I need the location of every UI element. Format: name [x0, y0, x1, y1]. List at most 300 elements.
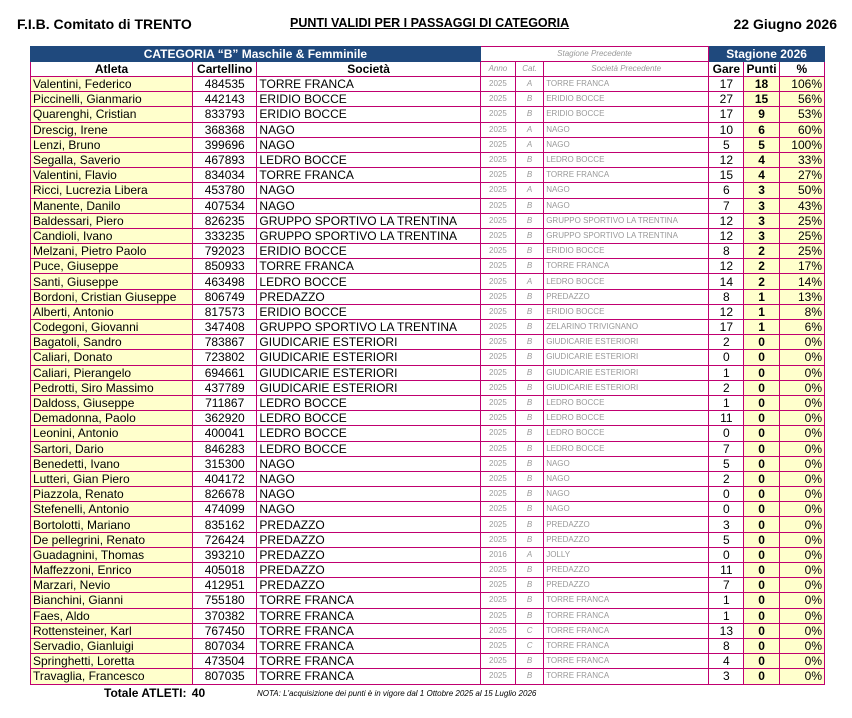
cell-cartellino: 453780	[193, 183, 257, 198]
cell-cartellino: 792023	[193, 244, 257, 259]
col-cartellino: Cartellino	[193, 62, 257, 77]
cell-gare: 15	[709, 168, 744, 183]
cell-societa-precedente: GIUDICARIE ESTERIORI	[544, 365, 709, 380]
cell-atleta: Servadio, Gianluigi	[31, 638, 193, 653]
cell-gare: 12	[709, 213, 744, 228]
cell-societa: LEDRO BOCCE	[257, 426, 480, 441]
cell-cartellino: 817573	[193, 304, 257, 319]
cell-punti: 9	[744, 107, 779, 122]
cell-gare: 8	[709, 244, 744, 259]
cell-societa: NAGO	[257, 137, 480, 152]
cell-cat: B	[516, 244, 544, 259]
cell-cartellino: 723802	[193, 350, 257, 365]
cell-cat: B	[516, 456, 544, 471]
cell-gare: 1	[709, 395, 744, 410]
col-atleta: Atleta	[31, 62, 193, 77]
cell-atleta: Sartori, Dario	[31, 441, 193, 456]
cell-atleta: Lutteri, Gian Piero	[31, 471, 193, 486]
table-row	[31, 380, 825, 395]
cell-atleta: Caliari, Donato	[31, 350, 193, 365]
cell-societa: NAGO	[257, 183, 480, 198]
cell-anno: 2025	[480, 350, 515, 365]
table-row	[31, 213, 825, 228]
cell-punti: 0	[744, 380, 779, 395]
table-row	[31, 654, 825, 669]
col-societa: Società	[257, 62, 480, 77]
cell-anno: 2025	[480, 168, 515, 183]
cell-gare: 12	[709, 304, 744, 319]
cell-societa: LEDRO BOCCE	[257, 274, 480, 289]
cell-punti: 0	[744, 487, 779, 502]
cell-percent: 53%	[779, 107, 824, 122]
cell-percent: 25%	[779, 228, 824, 243]
cell-cat: B	[516, 563, 544, 578]
cell-societa: NAGO	[257, 487, 480, 502]
cell-cat: C	[516, 638, 544, 653]
cell-cartellino: 726424	[193, 532, 257, 547]
cell-cat: B	[516, 213, 544, 228]
table-row	[31, 289, 825, 304]
col-punti: Punti	[744, 62, 779, 77]
cell-atleta: Codegoni, Giovanni	[31, 320, 193, 335]
cell-cat: B	[516, 228, 544, 243]
cell-societa: GIUDICARIE ESTERIORI	[257, 350, 480, 365]
cell-atleta: Guadagnini, Thomas	[31, 547, 193, 562]
cell-punti: 0	[744, 532, 779, 547]
cell-percent: 17%	[779, 259, 824, 274]
cell-societa-precedente: ERIDIO BOCCE	[544, 304, 709, 319]
cell-societa: PREDAZZO	[257, 547, 480, 562]
cell-societa-precedente: GRUPPO SPORTIVO LA TRENTINA	[544, 213, 709, 228]
cell-societa-precedente: LEDRO BOCCE	[544, 411, 709, 426]
table-row	[31, 532, 825, 547]
table-row	[31, 547, 825, 562]
cell-atleta: Quarenghi, Cristian	[31, 107, 193, 122]
cell-cartellino: 806749	[193, 289, 257, 304]
cell-societa-precedente: PREDAZZO	[544, 517, 709, 532]
cell-atleta: Segalla, Saverio	[31, 152, 193, 167]
table-row	[31, 198, 825, 213]
cell-punti: 0	[744, 350, 779, 365]
cell-societa: TORRE FRANCA	[257, 654, 480, 669]
cell-atleta: Bortolotti, Mariano	[31, 517, 193, 532]
cell-cartellino: 437789	[193, 380, 257, 395]
cell-percent: 0%	[779, 654, 824, 669]
cell-anno: 2025	[480, 228, 515, 243]
cell-cat: B	[516, 380, 544, 395]
cell-anno: 2025	[480, 213, 515, 228]
cell-societa-precedente: NAGO	[544, 471, 709, 486]
table-row	[31, 563, 825, 578]
cell-cartellino: 783867	[193, 335, 257, 350]
cell-cat: B	[516, 92, 544, 107]
cell-punti: 0	[744, 669, 779, 684]
cell-percent: 0%	[779, 395, 824, 410]
cell-punti: 0	[744, 411, 779, 426]
cell-anno: 2025	[480, 623, 515, 638]
cell-anno: 2025	[480, 532, 515, 547]
cell-societa-precedente: TORRE FRANCA	[544, 654, 709, 669]
cell-gare: 13	[709, 623, 744, 638]
table-row	[31, 92, 825, 107]
cell-percent: 0%	[779, 441, 824, 456]
cell-anno: 2025	[480, 456, 515, 471]
cell-cartellino: 442143	[193, 92, 257, 107]
cell-percent: 0%	[779, 517, 824, 532]
cell-cat: B	[516, 259, 544, 274]
cell-cat: B	[516, 502, 544, 517]
cell-gare: 8	[709, 289, 744, 304]
cell-punti: 3	[744, 228, 779, 243]
cell-cat: B	[516, 654, 544, 669]
cell-gare: 1	[709, 593, 744, 608]
cell-cartellino: 850933	[193, 259, 257, 274]
cell-societa: NAGO	[257, 456, 480, 471]
cell-cartellino: 333235	[193, 228, 257, 243]
cell-atleta: Puce, Giuseppe	[31, 259, 193, 274]
table-row	[31, 168, 825, 183]
cell-gare: 10	[709, 122, 744, 137]
cell-atleta: Alberti, Antonio	[31, 304, 193, 319]
cell-cat: B	[516, 669, 544, 684]
committee-title: F.I.B. Comitato di TRENTO	[17, 16, 192, 32]
cell-societa-precedente: NAGO	[544, 487, 709, 502]
cell-anno: 2025	[480, 395, 515, 410]
cell-percent: 60%	[779, 122, 824, 137]
cell-percent: 0%	[779, 335, 824, 350]
col-anno: Anno	[480, 62, 515, 77]
cell-cat: B	[516, 152, 544, 167]
cell-punti: 0	[744, 638, 779, 653]
cell-atleta: Melzani, Pietro Paolo	[31, 244, 193, 259]
cell-societa: PREDAZZO	[257, 517, 480, 532]
cell-percent: 14%	[779, 274, 824, 289]
cell-atleta: Maffezzoni, Enrico	[31, 563, 193, 578]
cell-atleta: Caliari, Pierangelo	[31, 365, 193, 380]
cell-percent: 6%	[779, 320, 824, 335]
cell-cat: B	[516, 198, 544, 213]
cell-percent: 0%	[779, 426, 824, 441]
cell-anno: 2025	[480, 380, 515, 395]
col-gare: Gare	[709, 62, 744, 77]
cell-percent: 13%	[779, 289, 824, 304]
cell-cat: B	[516, 107, 544, 122]
table-row	[31, 335, 825, 350]
table-row	[31, 456, 825, 471]
cell-anno: 2025	[480, 502, 515, 517]
table-row	[31, 411, 825, 426]
cell-societa: NAGO	[257, 471, 480, 486]
cell-societa: GRUPPO SPORTIVO LA TRENTINA	[257, 213, 480, 228]
cell-societa-precedente: LEDRO BOCCE	[544, 395, 709, 410]
cell-gare: 1	[709, 365, 744, 380]
cell-anno: 2025	[480, 654, 515, 669]
cell-anno: 2025	[480, 274, 515, 289]
cell-anno: 2025	[480, 365, 515, 380]
cell-societa-precedente: LEDRO BOCCE	[544, 426, 709, 441]
cell-gare: 2	[709, 335, 744, 350]
cell-punti: 0	[744, 456, 779, 471]
cell-punti: 0	[744, 563, 779, 578]
ranking-table	[30, 46, 825, 685]
cell-cat: B	[516, 608, 544, 623]
cell-gare: 0	[709, 426, 744, 441]
cell-cat: B	[516, 335, 544, 350]
cell-atleta: Daldoss, Giuseppe	[31, 395, 193, 410]
cell-societa-precedente: TORRE FRANCA	[544, 608, 709, 623]
document-title: PUNTI VALIDI PER I PASSAGGI DI CATEGORIA	[290, 16, 570, 30]
cell-gare: 4	[709, 654, 744, 669]
cell-societa-precedente: ERIDIO BOCCE	[544, 107, 709, 122]
cell-societa-precedente: GRUPPO SPORTIVO LA TRENTINA	[544, 228, 709, 243]
cell-societa-precedente: GIUDICARIE ESTERIORI	[544, 350, 709, 365]
cell-cat: B	[516, 304, 544, 319]
cell-anno: 2025	[480, 669, 515, 684]
cell-societa-precedente: TORRE FRANCA	[544, 669, 709, 684]
cell-percent: 0%	[779, 623, 824, 638]
cell-percent: 0%	[779, 471, 824, 486]
cell-atleta: Valentini, Flavio	[31, 168, 193, 183]
cell-cartellino: 370382	[193, 608, 257, 623]
cell-cat: B	[516, 365, 544, 380]
cell-punti: 3	[744, 213, 779, 228]
cell-cartellino: 362920	[193, 411, 257, 426]
cell-percent: 0%	[779, 365, 824, 380]
cell-percent: 0%	[779, 547, 824, 562]
cell-anno: 2025	[480, 335, 515, 350]
cell-atleta: Valentini, Federico	[31, 77, 193, 92]
cell-cat: B	[516, 517, 544, 532]
cell-societa: ERIDIO BOCCE	[257, 304, 480, 319]
cell-societa: PREDAZZO	[257, 578, 480, 593]
cell-atleta: Candioli, Ivano	[31, 228, 193, 243]
cell-societa: LEDRO BOCCE	[257, 152, 480, 167]
cell-punti: 4	[744, 152, 779, 167]
cell-societa-precedente: TORRE FRANCA	[544, 168, 709, 183]
cell-gare: 2	[709, 471, 744, 486]
cell-punti: 1	[744, 304, 779, 319]
col-percent: %	[779, 62, 824, 77]
cell-societa: LEDRO BOCCE	[257, 395, 480, 410]
cell-cat: B	[516, 441, 544, 456]
cell-cartellino: 755180	[193, 593, 257, 608]
cell-gare: 0	[709, 350, 744, 365]
cell-punti: 0	[744, 335, 779, 350]
cell-percent: 27%	[779, 168, 824, 183]
cell-cat: B	[516, 578, 544, 593]
cell-societa-precedente: GIUDICARIE ESTERIORI	[544, 335, 709, 350]
cell-cartellino: 694661	[193, 365, 257, 380]
cell-cartellino: 347408	[193, 320, 257, 335]
cell-percent: 0%	[779, 638, 824, 653]
cell-percent: 0%	[779, 380, 824, 395]
table-row	[31, 259, 825, 274]
cell-societa: NAGO	[257, 198, 480, 213]
cell-punti: 2	[744, 259, 779, 274]
table-row	[31, 304, 825, 319]
cell-cartellino: 315300	[193, 456, 257, 471]
cell-percent: 50%	[779, 183, 824, 198]
cell-gare: 11	[709, 563, 744, 578]
cell-punti: 2	[744, 244, 779, 259]
cell-cartellino: 807034	[193, 638, 257, 653]
cell-gare: 12	[709, 152, 744, 167]
cell-societa: TORRE FRANCA	[257, 593, 480, 608]
cell-punti: 0	[744, 654, 779, 669]
cell-cat: B	[516, 487, 544, 502]
cell-societa: TORRE FRANCA	[257, 623, 480, 638]
cell-atleta: Drescig, Irene	[31, 122, 193, 137]
cell-societa-precedente: NAGO	[544, 183, 709, 198]
table-row	[31, 77, 825, 92]
cell-gare: 17	[709, 320, 744, 335]
cell-punti: 3	[744, 198, 779, 213]
cell-cat: B	[516, 350, 544, 365]
cell-punti: 0	[744, 395, 779, 410]
table-row	[31, 593, 825, 608]
table-row	[31, 137, 825, 152]
cell-atleta: Rottensteiner, Karl	[31, 623, 193, 638]
cell-anno: 2025	[480, 77, 515, 92]
table-row	[31, 365, 825, 380]
cell-gare: 0	[709, 502, 744, 517]
cell-societa: NAGO	[257, 502, 480, 517]
table-row	[31, 578, 825, 593]
cell-anno: 2025	[480, 638, 515, 653]
table-row	[31, 395, 825, 410]
cell-atleta: Bianchini, Gianni	[31, 593, 193, 608]
cell-societa-precedente: ERIDIO BOCCE	[544, 244, 709, 259]
cell-societa-precedente: TORRE FRANCA	[544, 77, 709, 92]
cell-cartellino: 807035	[193, 669, 257, 684]
cell-anno: 2025	[480, 122, 515, 137]
cell-percent: 0%	[779, 502, 824, 517]
cell-gare: 2	[709, 380, 744, 395]
cell-atleta: Travaglia, Francesco	[31, 669, 193, 684]
cell-punti: 15	[744, 92, 779, 107]
cell-gare: 5	[709, 532, 744, 547]
cell-anno: 2025	[480, 198, 515, 213]
cell-societa-precedente: LEDRO BOCCE	[544, 152, 709, 167]
cell-percent: 100%	[779, 137, 824, 152]
cell-percent: 0%	[779, 669, 824, 684]
cell-cartellino: 474099	[193, 502, 257, 517]
cell-atleta: Manente, Danilo	[31, 198, 193, 213]
total-athletes	[102, 686, 205, 700]
cell-cat: B	[516, 593, 544, 608]
cell-societa: ERIDIO BOCCE	[257, 244, 480, 259]
cell-percent: 33%	[779, 152, 824, 167]
cell-atleta: Bagatoli, Sandro	[31, 335, 193, 350]
table-row	[31, 487, 825, 502]
cell-societa-precedente: PREDAZZO	[544, 563, 709, 578]
cell-anno: 2025	[480, 92, 515, 107]
table-row	[31, 517, 825, 532]
cell-cartellino: 484535	[193, 77, 257, 92]
cell-societa: ERIDIO BOCCE	[257, 92, 480, 107]
cell-societa-precedente: NAGO	[544, 456, 709, 471]
cell-gare: 12	[709, 228, 744, 243]
cell-cat: B	[516, 320, 544, 335]
cell-cartellino: 826235	[193, 213, 257, 228]
cell-anno: 2025	[480, 152, 515, 167]
cell-societa: LEDRO BOCCE	[257, 411, 480, 426]
cell-societa: PREDAZZO	[257, 563, 480, 578]
cell-cat: A	[516, 137, 544, 152]
table-row	[31, 441, 825, 456]
cell-anno: 2016	[480, 547, 515, 562]
table-row	[31, 608, 825, 623]
cell-societa: TORRE FRANCA	[257, 608, 480, 623]
cell-anno: 2025	[480, 578, 515, 593]
cell-gare: 14	[709, 274, 744, 289]
cell-societa: TORRE FRANCA	[257, 669, 480, 684]
cell-percent: 0%	[779, 608, 824, 623]
cell-societa: GIUDICARIE ESTERIORI	[257, 365, 480, 380]
cell-cartellino: 473504	[193, 654, 257, 669]
cell-anno: 2025	[480, 107, 515, 122]
table-row	[31, 228, 825, 243]
cell-gare: 7	[709, 198, 744, 213]
cell-atleta: Marzari, Nevio	[31, 578, 193, 593]
category-header: CATEGORIA “B” Maschile & Femminile	[31, 47, 481, 62]
table-row	[31, 107, 825, 122]
cell-percent: 56%	[779, 92, 824, 107]
cell-cat: B	[516, 168, 544, 183]
cell-societa: GRUPPO SPORTIVO LA TRENTINA	[257, 228, 480, 243]
cell-societa: ERIDIO BOCCE	[257, 107, 480, 122]
cell-societa-precedente: NAGO	[544, 198, 709, 213]
cell-societa-precedente: LEDRO BOCCE	[544, 274, 709, 289]
cell-cartellino: 463498	[193, 274, 257, 289]
cell-anno: 2025	[480, 487, 515, 502]
cell-cartellino: 833793	[193, 107, 257, 122]
cell-gare: 11	[709, 411, 744, 426]
cell-cat: C	[516, 623, 544, 638]
cell-percent: 0%	[779, 487, 824, 502]
cell-anno: 2025	[480, 517, 515, 532]
total-label: Totale ATLETI:	[104, 686, 187, 700]
cell-cat: B	[516, 532, 544, 547]
cell-anno: 2025	[480, 320, 515, 335]
cell-punti: 0	[744, 502, 779, 517]
cell-anno: 2025	[480, 183, 515, 198]
cell-percent: 0%	[779, 350, 824, 365]
cell-anno: 2025	[480, 259, 515, 274]
season-header: Stagione 2026	[709, 47, 825, 62]
cell-anno: 2025	[480, 304, 515, 319]
cell-cartellino: 399696	[193, 137, 257, 152]
cell-societa-precedente: JOLLY	[544, 547, 709, 562]
col-societa-precedente: Società Precedente	[544, 62, 709, 77]
cell-cat: A	[516, 274, 544, 289]
cell-cartellino: 834034	[193, 168, 257, 183]
cell-punti: 2	[744, 274, 779, 289]
cell-cartellino: 767450	[193, 623, 257, 638]
cell-gare: 12	[709, 259, 744, 274]
table-row	[31, 244, 825, 259]
cell-gare: 7	[709, 578, 744, 593]
cell-atleta: Faes, Aldo	[31, 608, 193, 623]
cell-cat: B	[516, 395, 544, 410]
cell-atleta: Stefenelli, Antonio	[31, 502, 193, 517]
cell-atleta: Springhetti, Loretta	[31, 654, 193, 669]
table-row	[31, 274, 825, 289]
cell-cartellino: 412951	[193, 578, 257, 593]
table-row	[31, 183, 825, 198]
cell-percent: 0%	[779, 532, 824, 547]
cell-anno: 2025	[480, 411, 515, 426]
